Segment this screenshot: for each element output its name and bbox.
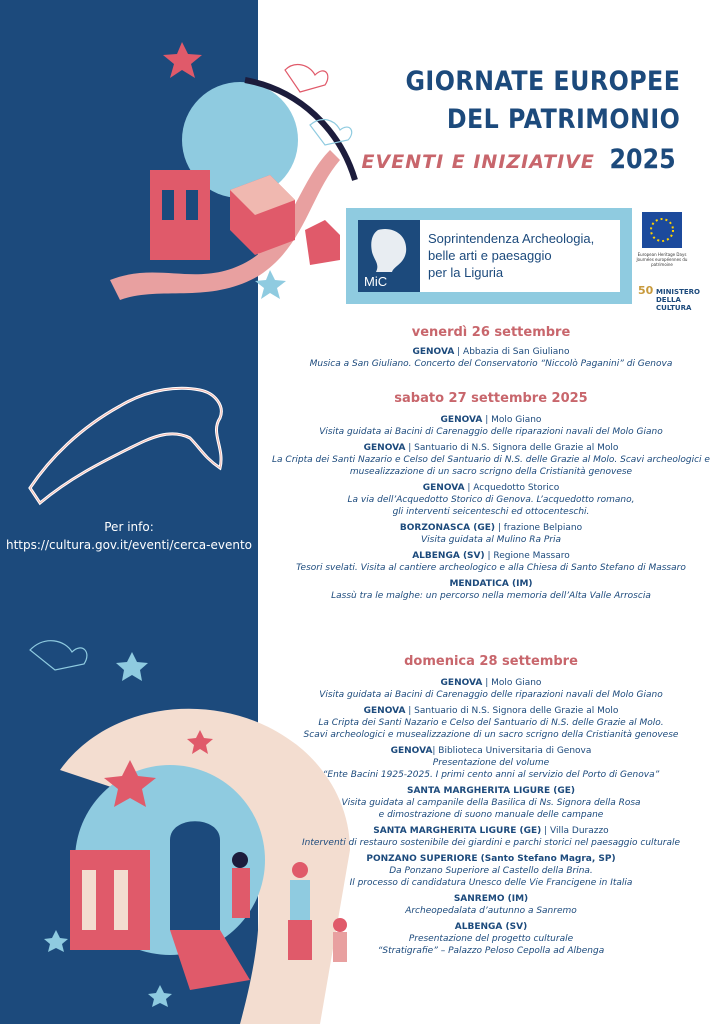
event-item (258, 550, 724, 574)
event-place: | frazione Belpiano (494, 523, 583, 533)
star-shape (116, 652, 148, 681)
event-place: | Acquedotto Storico (464, 483, 560, 493)
ministero-number: 50 (638, 284, 654, 297)
soprintendenza-line-3: per la Liguria (428, 265, 504, 280)
event-city: GENOVA (363, 706, 406, 716)
event-item (258, 785, 724, 821)
top-illustration (70, 30, 370, 320)
ministero-line-2: DELLA (656, 296, 681, 304)
eu-stars-icon (651, 219, 673, 241)
event-desc: Musica a San Giuliano. Concerto del Conservatorio “Niccolò Paganini” di Genova (309, 359, 673, 369)
event-item (258, 522, 724, 546)
event-city: SANTA MARGHERITA LIGURE (GE) (373, 826, 542, 836)
event-city: GENOVA (412, 347, 455, 357)
event-desc: Tesori svelati. Visita al cantiere archeologico e alla Chiesa di Santo Stefano di Massaro (296, 563, 686, 573)
event-city: GENOVA (390, 746, 433, 756)
event-place: | Santuario di N.S. Signora delle Grazie al Molo (405, 443, 619, 453)
event-city: ALBENGA (SV) (412, 551, 485, 561)
event-item (258, 825, 724, 849)
event-desc: “Stratigrafie” – Palazzo Peloso Cepolla ad Albenga (377, 946, 605, 956)
event-desc: “Ente Bacini 1925-2025. I primi cento anni al servizio del Porto di Genova” (322, 770, 660, 780)
event-city: SANTA MARGHERITA LIGURE (GE) (406, 786, 575, 796)
event-desc: La Cripta dei Santi Nazario e Celso del Santuario di N.S. delle Grazie al Molo. (318, 718, 664, 728)
day-friday (258, 325, 724, 370)
event-city: GENOVA (422, 483, 465, 493)
day-heading: venerdì 26 settembre (411, 325, 571, 340)
event-place: | Molo Giano (482, 678, 542, 688)
event-desc: La via dell’Acquedotto Storico di Genova. L’acquedotto romano, (347, 495, 635, 505)
event-desc: e dimostrazione di suono manuale delle campane (378, 810, 604, 820)
subtitle-row (362, 144, 680, 175)
soprintendenza-name (428, 230, 594, 281)
profile-icon (371, 229, 406, 272)
event-item (258, 893, 724, 917)
event-city: BORZONASCA (GE) (399, 523, 495, 533)
event-city: GENOVA (440, 678, 483, 688)
subtitle: EVENTI E INIZIATIVE (361, 151, 595, 173)
door-shape (170, 821, 220, 930)
mic-mark: MiC (364, 274, 388, 289)
info-url[interactable]: https://cultura.gov.it/eventi/cerca-evento (6, 538, 252, 552)
soprintendenza-line-1: Soprintendenza Archeologia, (428, 231, 595, 246)
event-item (258, 921, 724, 957)
day-saturday (258, 391, 724, 602)
event-place: | Biblioteca Universitaria di Genova (432, 746, 592, 756)
event-item (258, 677, 724, 701)
year: 2025 (609, 144, 676, 175)
event-desc: Da Ponzano Superiore al Castello della Brina. (389, 866, 593, 876)
event-item (258, 414, 724, 438)
mic-logo (358, 220, 420, 292)
ministero-line-3: CULTURA (656, 304, 692, 312)
ministero-line-1: MINISTERO (656, 288, 700, 296)
event-item (258, 482, 724, 518)
event-item (258, 346, 724, 370)
event-desc: Scavi archeologici e musealizzazione di un sacro scrigno della Cristianità genovese (303, 730, 679, 740)
event-desc: gli interventi seicenteschi ed ottocenteschi. (392, 507, 590, 517)
event-desc: Visita guidata al campanile della Basilica di Ns. Signora della Rosa (341, 798, 641, 808)
event-desc: Il processo di candidatura Unesco delle Vie Francigene in Italia (349, 878, 633, 888)
event-desc: musealizzazione di un sacro scrigno della Cristianità genovese (349, 467, 633, 477)
event-city: SANREMO (IM) (453, 894, 529, 904)
event-desc: La Cripta dei Santi Nazario e Celso del Santuario di N.S. delle Grazie al Molo. Scavi archeologici e (272, 455, 710, 465)
ministero-cultura-logo (638, 284, 708, 318)
event-desc: Presentazione del progetto culturale (408, 934, 574, 944)
event-city: MENDATICA (IM) (449, 579, 533, 589)
event-city: ALBENGA (SV) (454, 922, 528, 932)
day-sunday (258, 654, 724, 957)
eu-caption-2: Journées européennes du patrimoine (636, 257, 688, 267)
title-line-2: DEL PATRIMONIO (446, 104, 680, 135)
event-desc: Visita guidata ai Bacini di Carenaggio delle riparazioni navali del Molo Giano (319, 427, 663, 437)
event-item (258, 853, 724, 889)
stairs-shape (170, 930, 250, 990)
event-city: GENOVA (440, 415, 483, 425)
event-item (258, 745, 724, 781)
bird-outline (285, 65, 328, 92)
event-item (258, 442, 724, 478)
event-desc: Presentazione del volume (432, 758, 550, 768)
building-left (150, 170, 210, 260)
soprintendenza-line-2: belle arti e paesaggio (428, 248, 552, 263)
soprintendenza-logo-box (346, 208, 632, 304)
info-label: Per info: (104, 520, 154, 534)
event-desc: Interventi di restauro sostenibile dei giardini e parchi storici nel paesaggio culturale (301, 838, 681, 848)
event-desc: Visita guidata al Mulino Ra Pria (421, 535, 561, 545)
star-shape (163, 42, 202, 78)
day-heading: domenica 28 settembre (404, 654, 578, 669)
day-heading: sabato 27 settembre 2025 (394, 391, 588, 406)
event-city: GENOVA (363, 443, 406, 453)
event-place: | Villa Durazzo (541, 826, 609, 836)
title-line-1: GIORNATE EUROPEE (405, 66, 680, 97)
event-desc: Visita guidata ai Bacini di Carenaggio delle riparazioni navali del Molo Giano (319, 690, 663, 700)
eu-caption-1: European Heritage Days (637, 252, 687, 257)
event-item (258, 578, 724, 602)
event-desc: Archeopedalata d’autunno a Sanremo (405, 906, 577, 916)
building-small (305, 220, 340, 265)
person-body (232, 868, 250, 918)
event-place: | Abbazia di San Giuliano (454, 347, 570, 357)
liguria-outline (20, 378, 240, 518)
event-city: PONZANO SUPERIORE (Santo Stefano Magra, SP) (366, 854, 616, 864)
person-head (232, 852, 248, 868)
event-place: | Molo Giano (482, 415, 542, 425)
event-place: | Regione Massaro (484, 551, 570, 561)
event-place: | Santuario di N.S. Signora delle Grazie al Molo (405, 706, 619, 716)
event-item (258, 705, 724, 741)
bird-outline (30, 641, 87, 670)
eu-caption (636, 252, 688, 267)
star-shape (44, 930, 68, 952)
event-desc: Lassù tra le malghe: un percorso nella memoria dell’Alta Valle Arroscia (331, 591, 651, 601)
star-shape (148, 985, 172, 1007)
eu-flag-logo (642, 212, 682, 248)
